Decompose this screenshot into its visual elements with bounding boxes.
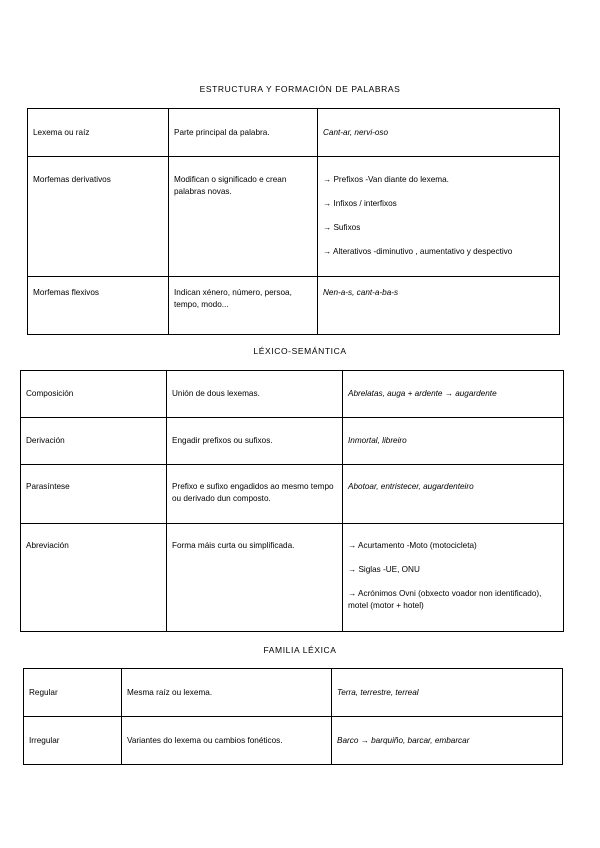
definition-cell: Modifican o significado e crean palabras novas. xyxy=(169,157,318,277)
term-cell: Parasíntese xyxy=(21,465,167,524)
table-row xyxy=(21,465,564,524)
section-title-lexico: LÉXICO-SEMÁNTICA xyxy=(253,346,347,356)
term-cell: Lexema ou raíz xyxy=(28,109,169,157)
table-row xyxy=(21,371,564,418)
term-cell: Irregular xyxy=(24,717,122,765)
example-cell xyxy=(318,277,560,335)
table-row xyxy=(21,524,564,632)
table-row xyxy=(24,717,563,765)
table-familia xyxy=(23,668,563,765)
example-cell xyxy=(318,157,560,277)
example-line: → Sufixos xyxy=(323,223,361,232)
table-row xyxy=(28,277,560,335)
example-text: Barco → barquiño, barcar, embarcar xyxy=(337,735,470,745)
term-cell: Regular xyxy=(24,669,122,717)
table-row xyxy=(21,418,564,465)
table-estructura xyxy=(27,108,560,335)
example-cell xyxy=(332,717,563,765)
definition-cell: Forma máis curta ou simplificada. xyxy=(167,524,343,632)
example-line: → Acurtamento -Moto (motocicleta) xyxy=(348,541,477,550)
example-line: → Alterativos -diminutivo , aumentativo y despectivo xyxy=(323,247,513,256)
example-text: Inmortal, libreiro xyxy=(348,436,407,445)
table-lexico xyxy=(20,370,564,632)
example-cell xyxy=(343,371,564,418)
example-cell xyxy=(318,109,560,157)
example-text: Nen-a-s, cant-a-ba-s xyxy=(323,288,399,297)
table-row xyxy=(28,109,560,157)
example-cell xyxy=(343,524,564,632)
example-text: Abotoar, entristecer, augardenteiro xyxy=(348,482,474,491)
example-text: Terra, terrestre, terreal xyxy=(337,687,419,697)
example-line: → Acrónimos Ovni (obxecto voador non identificado), motel (motor + hotel) xyxy=(348,589,542,610)
example-line: → Infixos / interfixos xyxy=(323,199,397,208)
example-text: Abrelatas, auga + ardente → augardente xyxy=(348,389,497,398)
term-cell: Morfemas flexivos xyxy=(28,277,169,335)
definition-cell: Unión de dous lexemas. xyxy=(167,371,343,418)
section-title-estructura: ESTRUCTURA Y FORMACIÓN DE PALABRAS xyxy=(199,84,401,94)
term-cell: Morfemas derivativos xyxy=(28,157,169,277)
definition-cell: Prefixo e sufixo engadidos ao mesmo tempo ou derivado dun composto. xyxy=(167,465,343,524)
definition-cell: Variantes do lexema ou cambios fonéticos. xyxy=(122,717,332,765)
term-cell: Composición xyxy=(21,371,167,418)
term-cell: Abreviación xyxy=(21,524,167,632)
example-line: → Siglas -UE, ONU xyxy=(348,565,420,574)
definition-cell: Mesma raíz ou lexema. xyxy=(122,669,332,717)
definition-cell: Parte principal da palabra. xyxy=(169,109,318,157)
example-cell xyxy=(343,418,564,465)
example-text: Cant-ar, nervi-oso xyxy=(323,127,389,137)
term-cell: Derivación xyxy=(21,418,167,465)
example-cell xyxy=(332,669,563,717)
section-title-familia: FAMILIA LÉXICA xyxy=(263,645,337,655)
example-line: → Prefixos -Van diante do lexema. xyxy=(323,175,449,184)
definition-cell: Indican xénero, número, persoa, tempo, modo... xyxy=(169,277,318,335)
table-row xyxy=(24,669,563,717)
definition-cell: Engadir prefixos ou sufixos. xyxy=(167,418,343,465)
table-row xyxy=(28,157,560,277)
example-cell xyxy=(343,465,564,524)
